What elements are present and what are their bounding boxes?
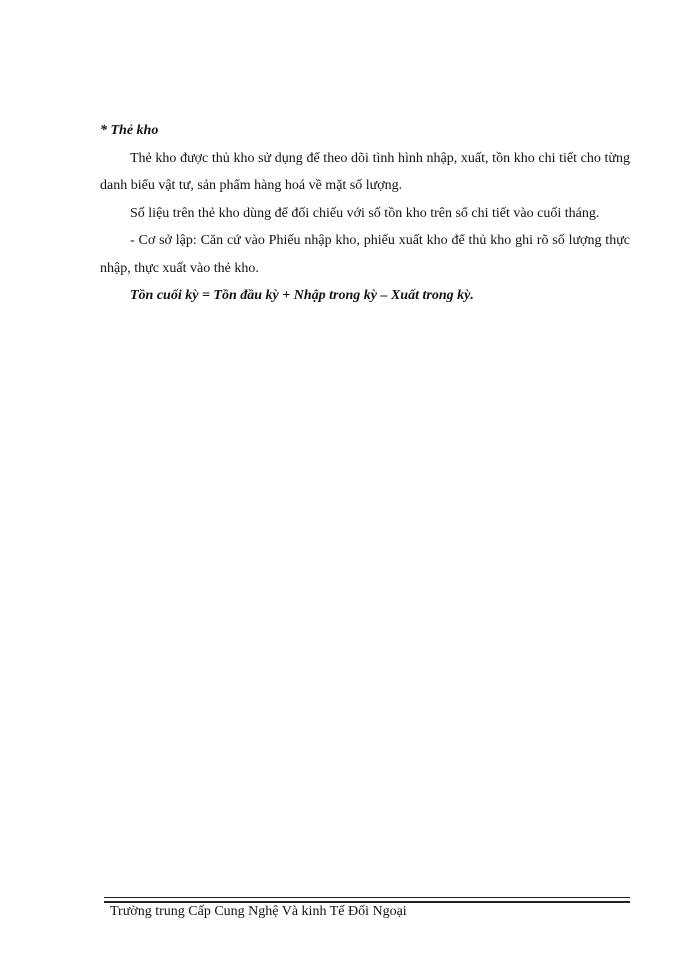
section-heading: * Thẻ kho — [100, 123, 159, 138]
footer-divider-thin — [104, 897, 630, 898]
paragraph-basis: - Cơ sở lập: Căn cứ vào Phiếu nhập kho, phiếu xuất kho để thủ kho ghi rõ số lượng thực nhập, thực xuất vào thẻ kho. — [100, 233, 630, 276]
footer-divider-thick — [104, 901, 630, 903]
paragraph-reconciliation: Số liệu trên thẻ kho dùng để đối chiếu với số tồn kho trên sổ chi tiết vào cuối tháng. — [130, 205, 600, 221]
inventory-formula: Tồn cuối kỳ = Tồn đầu kỳ + Nhập trong kỳ – Xuất trong kỳ. — [130, 288, 474, 303]
footer-school-name: Trường trung Cấp Cung Nghệ Và kinh Tế Đối Ngoại — [110, 904, 407, 919]
document-body — [100, 117, 630, 310]
paragraph-description: Thẻ kho được thủ kho sử dụng để theo dõi tình hình nhập, xuất, tồn kho chi tiết cho từng danh biểu vật tư, sản phẩm hàng hoá về mặt số lượng. — [100, 150, 630, 193]
